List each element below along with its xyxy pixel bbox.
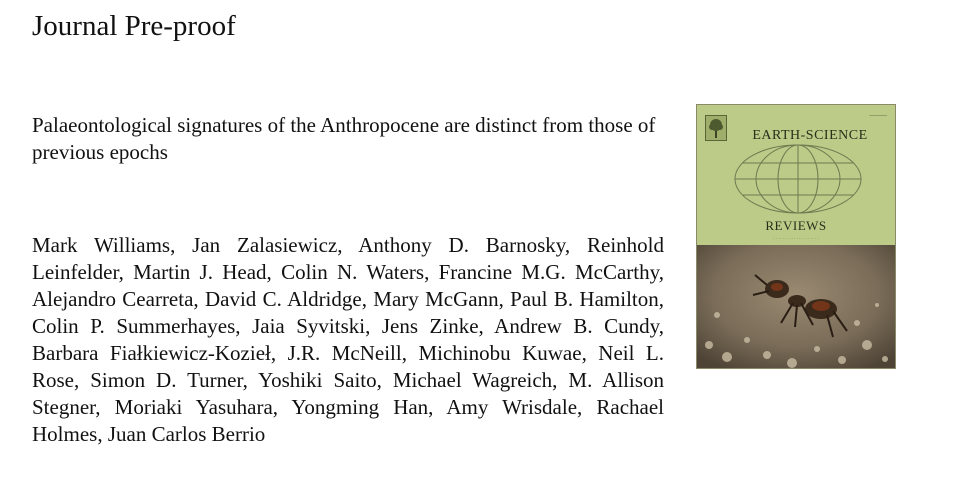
author-list: Mark Williams, Jan Zalasiewicz, Anthony D. Barnosky, Reinhold Leinfelder, Martin J. Head, Colin N. Waters, Francine M.G. McCarthy, Alejandro Cearreta, David C. Aldridge, Mary McGann, Paul B. Hamilton, Colin P. Summerhayes, Jaia Syvitski, Jens Zinke, Andrew B. Cundy, Barbara Fiałkiewicz-Kozieł, J.R. McNeill, Michinobu Kuwae, Neil L. Rose, Simon D. Turner, Yoshiki Saito, Michael Wagreich, M. Allison Stegner, Moriaki Yasuhara, Yongming Han, Amy Wrisdale, Rachael Holmes, Juan Carlos Berrio: [32, 233, 664, 446]
cover-journal-name: EARTH-SCIENCE: [752, 128, 868, 143]
cover-issn: ─────: [869, 113, 887, 119]
page-header-title: Journal Pre-proof: [32, 10, 236, 42]
cover-photo: [697, 245, 895, 369]
elsevier-logo-icon: [705, 115, 727, 141]
article-title: Palaeontological signatures of the Anthropocene are distinct from those of previous epochs: [32, 113, 656, 164]
globe-grid-icon: [733, 143, 863, 215]
cover-tagline: · · · · · · · · · · · · · · · · · · · ·: [773, 236, 819, 241]
cover-journal-name-2: REVIEWS: [765, 218, 827, 233]
journal-cover[interactable]: [696, 104, 896, 369]
